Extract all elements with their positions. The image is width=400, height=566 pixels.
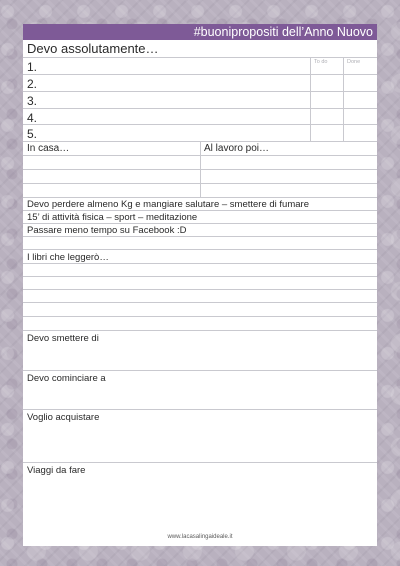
section-stop-label: Devo smettere di	[27, 333, 99, 344]
must-item-number: 5.	[27, 127, 38, 141]
goal-activity: 15’ di attività fisica – sport – meditazione	[27, 212, 198, 223]
header-title: #buonipropositi dell’Anno Nuovo	[23, 24, 377, 40]
todo-column-divider	[310, 58, 311, 142]
must-item-number: 3.	[27, 94, 38, 108]
section-stop[interactable]	[23, 331, 377, 371]
must-item-number: 2.	[27, 77, 38, 91]
must-item-row[interactable]	[23, 92, 377, 109]
work-label: Al lavoro poi…	[204, 143, 270, 154]
section-start[interactable]	[23, 371, 377, 410]
must-title: Devo assolutamente…	[27, 41, 159, 56]
must-title-row	[23, 40, 377, 58]
must-item-row[interactable]	[23, 58, 377, 75]
must-item-row[interactable]	[23, 75, 377, 92]
done-column-divider	[343, 58, 344, 142]
books-line[interactable]	[23, 264, 377, 277]
section-buy-label: Voglio acquistare	[27, 412, 100, 423]
section-start-label: Devo cominciare a	[27, 373, 106, 384]
goal-lose-weight: Devo perdere almeno Kg e mangiare salutare – smettere di fumare	[27, 199, 309, 210]
goal-facebook: Passare meno tempo su Facebook :D	[27, 225, 187, 236]
goal-row[interactable]	[23, 224, 377, 237]
books-line[interactable]	[23, 303, 377, 317]
books-line[interactable]	[23, 290, 377, 303]
section-travel-label: Viaggi da fare	[27, 465, 86, 476]
books-line[interactable]	[23, 277, 377, 290]
resolutions-sheet	[23, 24, 377, 546]
books-title: I libri che leggerò…	[27, 252, 109, 263]
must-item-row[interactable]	[23, 125, 377, 142]
section-travel[interactable]	[23, 463, 377, 523]
blank-line[interactable]	[23, 237, 377, 250]
col-done-label: Done	[347, 59, 361, 65]
col-todo-label: To do	[314, 59, 328, 65]
must-item-row[interactable]	[23, 109, 377, 125]
books-title-row	[23, 250, 377, 264]
books-line[interactable]	[23, 317, 377, 331]
footer-website[interactable]: www.lacasalingaideale.it	[167, 534, 233, 540]
goal-row[interactable]	[23, 211, 377, 224]
section-buy[interactable]	[23, 410, 377, 463]
must-item-number: 4.	[27, 111, 38, 125]
goal-row[interactable]	[23, 198, 377, 211]
must-item-number: 1.	[27, 60, 38, 74]
home-label: In casa…	[27, 143, 70, 154]
home-work-divider	[200, 142, 201, 198]
